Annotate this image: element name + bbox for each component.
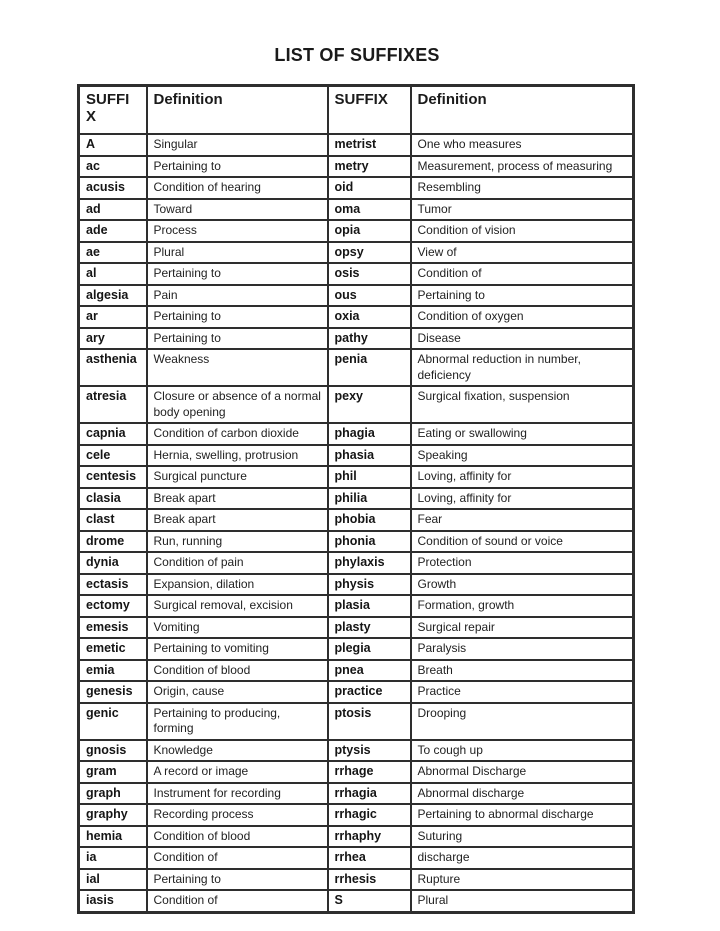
definition-cell: Weakness — [147, 349, 328, 386]
definition-cell: Condition of oxygen — [411, 306, 634, 328]
suffix-cell: rrhea — [328, 847, 411, 869]
header-definition-left: Definition — [147, 86, 328, 135]
suffix-cell: acusis — [79, 177, 147, 199]
suffix-cell: hemia — [79, 826, 147, 848]
suffix-cell: phylaxis — [328, 552, 411, 574]
suffix-cell: capnia — [79, 423, 147, 445]
definition-cell: Surgical repair — [411, 617, 634, 639]
definition-cell: Break apart — [147, 488, 328, 510]
suffix-cell: rrhage — [328, 761, 411, 783]
suffix-cell: osis — [328, 263, 411, 285]
header-definition-right: Definition — [411, 86, 634, 135]
table-row — [79, 466, 634, 488]
suffix-cell: ac — [79, 156, 147, 178]
suffix-cell: ectomy — [79, 595, 147, 617]
definition-cell: Origin, cause — [147, 681, 328, 703]
suffix-cell: A — [79, 134, 147, 156]
table-row — [79, 869, 634, 891]
suffix-cell: ectasis — [79, 574, 147, 596]
table-row — [79, 761, 634, 783]
definition-cell: Pertaining to — [147, 306, 328, 328]
definition-cell: Growth — [411, 574, 634, 596]
suffix-cell: graph — [79, 783, 147, 805]
definition-cell: Condition of hearing — [147, 177, 328, 199]
definition-cell: Recording process — [147, 804, 328, 826]
suffix-cell: S — [328, 890, 411, 912]
suffix-cell: rrhaphy — [328, 826, 411, 848]
suffix-cell: opia — [328, 220, 411, 242]
table-row — [79, 488, 634, 510]
suffix-cell: physis — [328, 574, 411, 596]
definition-cell: Measurement, process of measuring — [411, 156, 634, 178]
definition-cell: Knowledge — [147, 740, 328, 762]
definition-cell: Practice — [411, 681, 634, 703]
table-row — [79, 445, 634, 467]
suffix-cell: iasis — [79, 890, 147, 912]
definition-cell: Singular — [147, 134, 328, 156]
suffix-cell: rrhesis — [328, 869, 411, 891]
header-suffix-left — [79, 86, 147, 135]
header-suffix-left-label: SUFFIX — [86, 91, 130, 125]
definition-cell: Formation, growth — [411, 595, 634, 617]
table-row — [79, 595, 634, 617]
definition-cell: To cough up — [411, 740, 634, 762]
definition-cell: Pertaining to — [147, 156, 328, 178]
definition-cell: Break apart — [147, 509, 328, 531]
suffix-cell: ous — [328, 285, 411, 307]
table-row — [79, 177, 634, 199]
suffix-cell: asthenia — [79, 349, 147, 386]
suffix-cell: centesis — [79, 466, 147, 488]
suffix-cell: clast — [79, 509, 147, 531]
suffix-cell: philia — [328, 488, 411, 510]
definition-cell: Abnormal reduction in number, deficiency — [411, 349, 634, 386]
definition-cell: Condition of — [147, 847, 328, 869]
definition-cell: Plural — [411, 890, 634, 912]
definition-cell: Surgical removal, excision — [147, 595, 328, 617]
suffix-cell: pnea — [328, 660, 411, 682]
definition-cell: Expansion, dilation — [147, 574, 328, 596]
table-row — [79, 552, 634, 574]
suffix-cell: ad — [79, 199, 147, 221]
definition-cell: Pertaining to — [147, 328, 328, 350]
table-row — [79, 386, 634, 423]
definition-cell: Pertaining to — [147, 263, 328, 285]
suffix-cell: drome — [79, 531, 147, 553]
table-row — [79, 681, 634, 703]
definition-cell: Protection — [411, 552, 634, 574]
suffix-cell: graphy — [79, 804, 147, 826]
suffix-cell: emia — [79, 660, 147, 682]
definition-cell: Loving, affinity for — [411, 488, 634, 510]
suffix-cell: phonia — [328, 531, 411, 553]
definition-cell: A record or image — [147, 761, 328, 783]
definition-cell: Toward — [147, 199, 328, 221]
table-row — [79, 847, 634, 869]
definition-cell: Condition of — [411, 263, 634, 285]
definition-cell: View of — [411, 242, 634, 264]
definition-cell: Pertaining to — [147, 869, 328, 891]
definition-cell: Closure or absence of a normal body opening — [147, 386, 328, 423]
definition-cell: Disease — [411, 328, 634, 350]
table-row — [79, 783, 634, 805]
suffix-cell: pathy — [328, 328, 411, 350]
suffix-cell: gnosis — [79, 740, 147, 762]
table-row — [79, 285, 634, 307]
definition-cell: Run, running — [147, 531, 328, 553]
suffix-cell: ial — [79, 869, 147, 891]
suffix-cell: atresia — [79, 386, 147, 423]
definition-cell: Surgical fixation, suspension — [411, 386, 634, 423]
suffix-cell: ade — [79, 220, 147, 242]
table-row — [79, 242, 634, 264]
suffix-cell: metry — [328, 156, 411, 178]
suffix-cell: oxia — [328, 306, 411, 328]
definition-cell: Condition of — [147, 890, 328, 912]
definition-cell: Vomiting — [147, 617, 328, 639]
table-row — [79, 509, 634, 531]
table-row — [79, 574, 634, 596]
suffix-cell: opsy — [328, 242, 411, 264]
suffix-cell: rrhagic — [328, 804, 411, 826]
definition-cell: Condition of vision — [411, 220, 634, 242]
suffix-cell: pexy — [328, 386, 411, 423]
table-row — [79, 349, 634, 386]
table-row — [79, 740, 634, 762]
suffix-cell: al — [79, 263, 147, 285]
suffix-cell: phil — [328, 466, 411, 488]
suffix-cell: phobia — [328, 509, 411, 531]
suffix-cell: genesis — [79, 681, 147, 703]
table-row — [79, 134, 634, 156]
suffix-cell: algesia — [79, 285, 147, 307]
suffix-cell: plegia — [328, 638, 411, 660]
definition-cell: Drooping — [411, 703, 634, 740]
suffix-cell: plasty — [328, 617, 411, 639]
suffix-cell: dynia — [79, 552, 147, 574]
suffix-cell: ae — [79, 242, 147, 264]
definition-cell: Condition of blood — [147, 826, 328, 848]
suffix-cell: emesis — [79, 617, 147, 639]
definition-cell: Surgical puncture — [147, 466, 328, 488]
suffix-cell: penia — [328, 349, 411, 386]
definition-cell: Pertaining to abnormal discharge — [411, 804, 634, 826]
suffix-cell: practice — [328, 681, 411, 703]
table-row — [79, 306, 634, 328]
suffix-cell: plasia — [328, 595, 411, 617]
suffix-cell: ptosis — [328, 703, 411, 740]
definition-cell: Loving, affinity for — [411, 466, 634, 488]
definition-cell: Breath — [411, 660, 634, 682]
suffix-cell: phagia — [328, 423, 411, 445]
suffix-table-header — [79, 86, 634, 135]
table-row — [79, 263, 634, 285]
table-row — [79, 703, 634, 740]
definition-cell: Abnormal discharge — [411, 783, 634, 805]
suffix-cell: ar — [79, 306, 147, 328]
definition-cell: Pertaining to producing, forming — [147, 703, 328, 740]
suffix-table-rows — [79, 134, 634, 912]
table-row — [79, 156, 634, 178]
table-row — [79, 638, 634, 660]
definition-cell: Condition of pain — [147, 552, 328, 574]
suffix-cell: ary — [79, 328, 147, 350]
definition-cell: Paralysis — [411, 638, 634, 660]
suffix-cell: ia — [79, 847, 147, 869]
definition-cell: Tumor — [411, 199, 634, 221]
page-title: LIST OF SUFFIXES — [274, 45, 440, 65]
suffix-cell: oid — [328, 177, 411, 199]
suffix-cell: gram — [79, 761, 147, 783]
definition-cell: discharge — [411, 847, 634, 869]
definition-cell: Pertaining to vomiting — [147, 638, 328, 660]
header-suffix-right: SUFFIX — [328, 86, 411, 135]
suffix-cell: genic — [79, 703, 147, 740]
definition-cell: Hernia, swelling, protrusion — [147, 445, 328, 467]
definition-cell: Rupture — [411, 869, 634, 891]
definition-cell: Speaking — [411, 445, 634, 467]
table-row — [79, 531, 634, 553]
definition-cell: Resembling — [411, 177, 634, 199]
definition-cell: Condition of blood — [147, 660, 328, 682]
definition-cell: Process — [147, 220, 328, 242]
definition-cell: Condition of carbon dioxide — [147, 423, 328, 445]
definition-cell: Pain — [147, 285, 328, 307]
definition-cell: Condition of sound or voice — [411, 531, 634, 553]
table-row — [79, 423, 634, 445]
suffix-cell: rrhagia — [328, 783, 411, 805]
table-row — [79, 328, 634, 350]
definition-cell: Abnormal Discharge — [411, 761, 634, 783]
suffix-cell: phasia — [328, 445, 411, 467]
suffix-cell: emetic — [79, 638, 147, 660]
table-row — [79, 804, 634, 826]
header-row — [79, 86, 634, 135]
definition-cell: Eating or swallowing — [411, 423, 634, 445]
definition-cell: One who measures — [411, 134, 634, 156]
suffix-cell: oma — [328, 199, 411, 221]
suffix-table — [77, 84, 635, 914]
table-row — [79, 660, 634, 682]
definition-cell: Plural — [147, 242, 328, 264]
suffix-cell: cele — [79, 445, 147, 467]
definition-cell: Suturing — [411, 826, 634, 848]
table-row — [79, 199, 634, 221]
definition-cell: Pertaining to — [411, 285, 634, 307]
suffix-cell: clasia — [79, 488, 147, 510]
suffix-cell: ptysis — [328, 740, 411, 762]
definition-cell: Instrument for recording — [147, 783, 328, 805]
table-row — [79, 826, 634, 848]
suffix-cell: metrist — [328, 134, 411, 156]
table-row — [79, 617, 634, 639]
table-row — [79, 220, 634, 242]
table-row — [79, 890, 634, 912]
definition-cell: Fear — [411, 509, 634, 531]
